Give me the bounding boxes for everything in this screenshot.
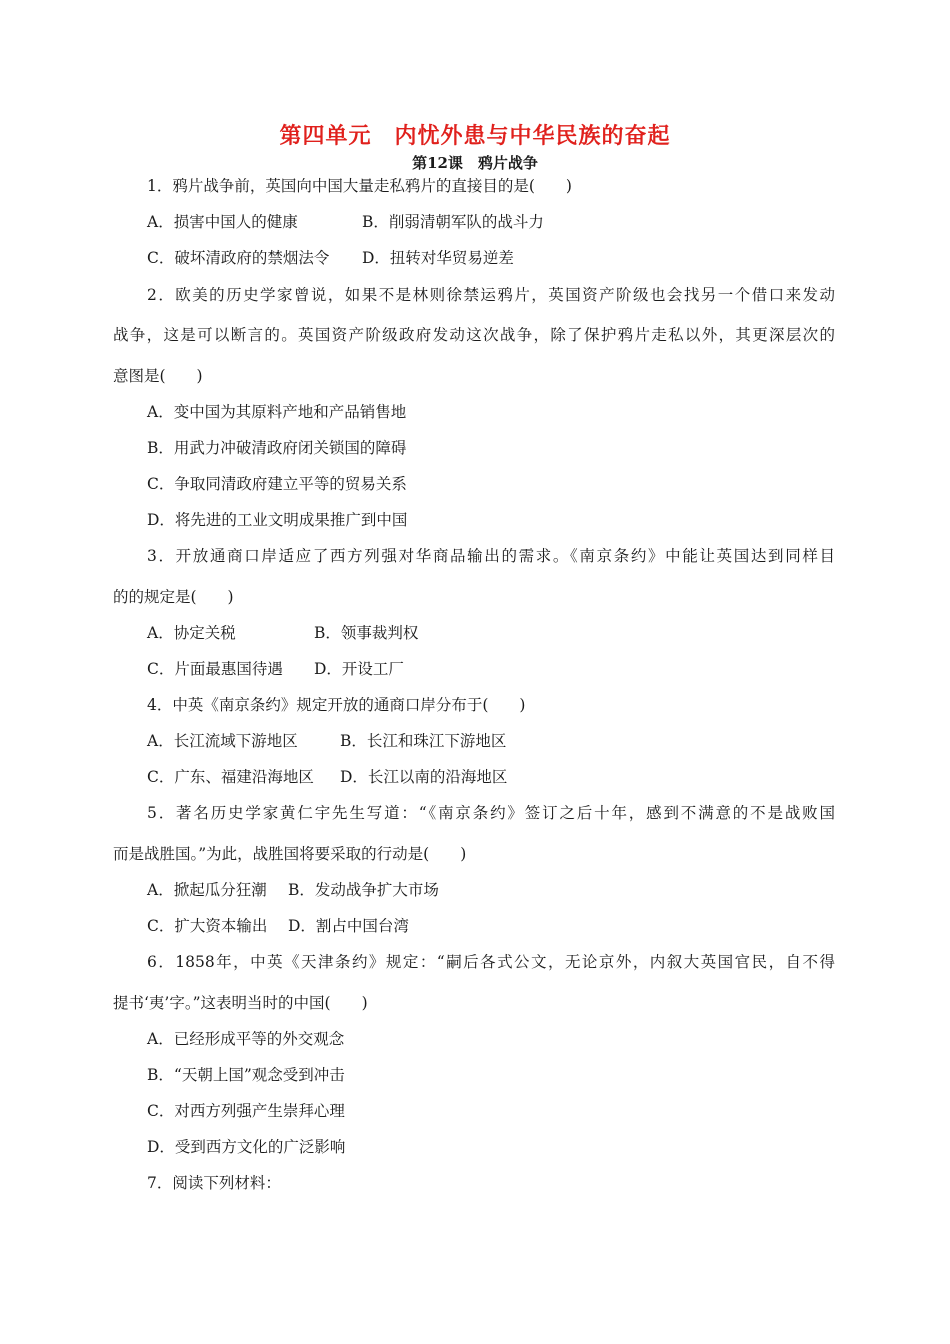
question-5-option-a: A．掀起瓜分狂潮: [147, 881, 267, 899]
question-5-stem-line-1: 5．著名历史学家黄仁宇先生写道：“《南京条约》签订之后十年，感到不满意的不是战败国: [147, 804, 835, 822]
question-1-option-d: D．扭转对华贸易逆差: [362, 249, 514, 267]
question-3-stem-line-2: 的的规定是( ): [113, 588, 234, 606]
question-3-option-a: A．协定关税: [147, 624, 236, 642]
question-2-stem-line-1: 2．欧美的历史学家曾说，如果不是林则徐禁运鸦片，英国资产阶级也会找另一个借口来发动: [147, 286, 835, 304]
question-1-option-b: B．削弱清朝军队的战斗力: [362, 213, 544, 231]
question-4-option-d: D．长江以南的沿海地区: [340, 768, 508, 786]
question-3-stem-line-1: 3．开放通商口岸适应了西方列强对华商品输出的需求。《南京条约》中能让英国达到同样目: [147, 547, 835, 565]
question-2-option-b: B．用武力冲破清政府闭关锁国的障碍: [147, 439, 407, 457]
question-6-option-a: A．已经形成平等的外交观念: [147, 1030, 345, 1048]
question-5-option-c: C．扩大资本输出: [147, 917, 268, 935]
lesson-title: 第12课 鸦片战争: [412, 154, 538, 172]
question-6-option-d: D．受到西方文化的广泛影响: [147, 1138, 346, 1156]
question-2-stem-line-2: 战争，这是可以断言的。英国资产阶级政府发动这次战争，除了保护鸦片走私以外，其更深层次的: [113, 326, 835, 344]
question-2-stem-line-3: 意图是( ): [113, 367, 203, 385]
question-6-option-b: B．“天朝上国”观念受到冲击: [147, 1066, 345, 1084]
question-2-option-d: D．将先进的工业文明成果推广到中国: [147, 511, 408, 529]
question-4-stem: 4．中英《南京条约》规定开放的通商口岸分布于( ): [147, 696, 526, 714]
question-1-stem: 1．鸦片战争前，英国向中国大量走私鸦片的直接目的是( ): [147, 177, 572, 195]
question-4-option-c: C．广东、福建沿海地区: [147, 768, 314, 786]
question-4-option-a: A．长江流域下游地区: [147, 732, 298, 750]
question-7-stem: 7．阅读下列材料：: [147, 1174, 281, 1192]
question-5-option-d: D．割占中国台湾: [288, 917, 409, 935]
question-6-option-c: C．对西方列强产生崇拜心理: [147, 1102, 345, 1120]
question-1-option-a: A．损害中国人的健康: [147, 213, 298, 231]
question-5-option-b: B．发动战争扩大市场: [288, 881, 439, 899]
question-3-option-c: C．片面最惠国待遇: [147, 660, 283, 678]
question-2-option-c: C．争取同清政府建立平等的贸易关系: [147, 475, 407, 493]
question-3-option-d: D．开设工厂: [314, 660, 404, 678]
question-6-stem-line-1: 6．1858年，中英《天津条约》规定：“嗣后各式公文，无论京外，内叙大英国官民，自不得: [147, 953, 835, 971]
question-3-option-b: B．领事裁判权: [314, 624, 419, 642]
question-4-option-b: B．长江和珠江下游地区: [340, 732, 507, 750]
question-1-option-c: C．破坏清政府的禁烟法令: [147, 249, 330, 267]
question-6-stem-line-2: 提书‘夷’字。”这表明当时的中国( ): [113, 994, 368, 1012]
question-2-option-a: A．变中国为其原料产地和产品销售地: [147, 403, 407, 421]
unit-title: 第四单元 内忧外患与中华民族的奋起: [279, 123, 671, 149]
question-5-stem-line-2: 而是战胜国。”为此，战胜国将要采取的行动是( ): [113, 845, 467, 863]
